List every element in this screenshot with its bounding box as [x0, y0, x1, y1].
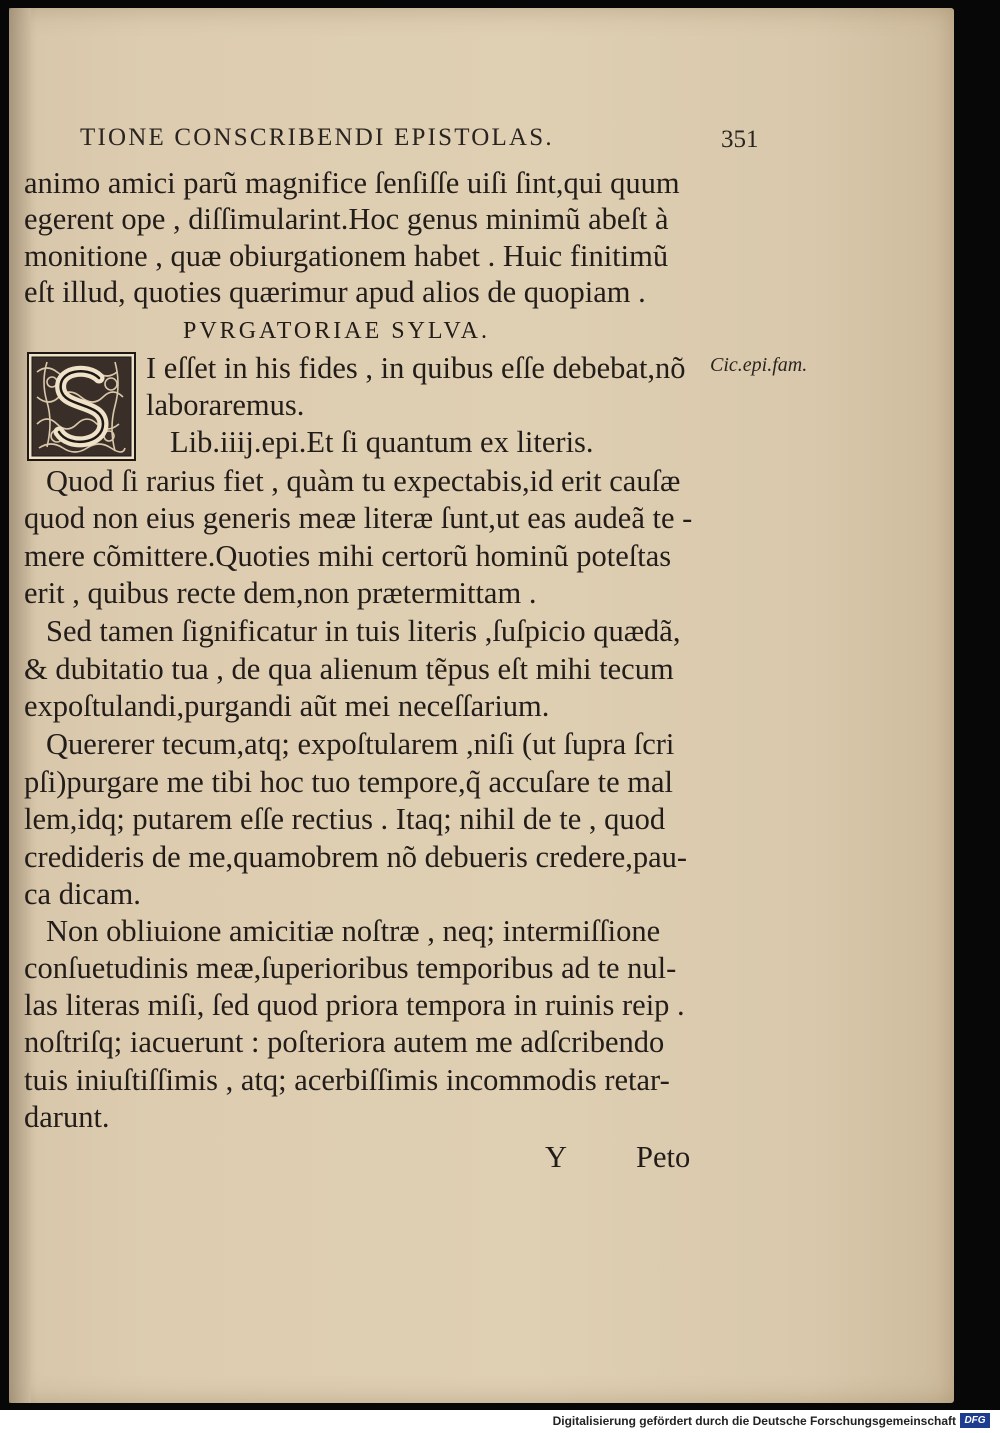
folio-number: 351 [721, 126, 759, 153]
text-line: noſtriſq; iacuerunt : poſteriora autem me adſcribendo [24, 1025, 665, 1059]
text-line: tuis iniuſtiſſimis , atq; acerbiſſimis incommodis retar- [24, 1063, 670, 1097]
decorated-initial-s [27, 352, 136, 461]
text-line: monitione , quæ obiurgationem habet . Huic finitimũ [24, 239, 669, 273]
footer-credit: Digitalisierung gefördert durch die Deutsche Forschungsgemeinschaft [552, 1414, 956, 1428]
text-line: animo amici parũ magnifice ſenſiſſe uiſi ſint,qui quum [24, 166, 680, 200]
text-line: pſi)purgare me tibi hoc tuo tempore,q̃ accuſare te mal [24, 765, 674, 799]
running-head: TIONE CONSCRIBENDI EPISTOLAS. [80, 124, 554, 151]
section-heading: PVRGATORIAE SYLVA. [183, 318, 490, 344]
text-line: eſt illud, quoties quærimur apud alios de quopiam . [24, 275, 646, 309]
catchword: Peto [636, 1140, 691, 1174]
text-line: erit , quibus recte dem,non prætermittam . [24, 576, 537, 610]
text-line: credideris de me,quamobrem nõ debueris credere,pau- [24, 840, 688, 874]
text-line: I eſſet in his fides , in quibus eſſe debebat,nõ [146, 351, 686, 385]
text-line: Quererer tecum,atq; expoſtularem ,niſi (ut ſupra ſcri [46, 727, 675, 761]
margin-annotation: Cic.epi.fam. [710, 354, 808, 376]
text-line: & dubitatio tua , de qua alienum tẽpus eſt mihi tecum [24, 652, 674, 686]
text-line: Sed tamen ſignificatur in tuis literis ,ſuſpicio quædã, [46, 614, 681, 648]
text-line: mere cõmittere.Quoties mihi certorũ hominũ poteſtas [24, 539, 672, 573]
text-line: quod non eius generis meæ literæ ſunt,ut eas audeã te - [24, 501, 693, 535]
text-line: laboraremus. [146, 388, 305, 422]
source-reference: Lib.iiij.epi.Et ſi quantum ex literis. [170, 425, 594, 459]
text-line: egerent ope , diſſimularint.Hoc genus minimũ abeſt à [24, 202, 669, 236]
text-line: ca dicam. [24, 877, 141, 911]
signature-mark: Y [545, 1140, 568, 1174]
text-line: lem,idq; putarem eſſe rectius . Itaq; nihil de te , quod [24, 802, 666, 836]
text-line: conſuetudinis meæ,ſuperioribus temporibus ad te nul- [24, 951, 677, 985]
text-line: las literas miſi, ſed quod priora tempora in ruinis reip . [24, 988, 685, 1022]
dfg-logo: DFG [960, 1413, 990, 1428]
text-line: Quod ſi rarius fiet , quàm tu expectabis,id erit cauſæ [46, 464, 681, 498]
text-line: expoſtulandi,purgandi aũt mei neceſſarium. [24, 689, 550, 723]
text-line: darunt. [24, 1100, 110, 1134]
text-line: Non obliuione amicitiæ noſtræ , neq; intermiſſione [46, 914, 661, 948]
